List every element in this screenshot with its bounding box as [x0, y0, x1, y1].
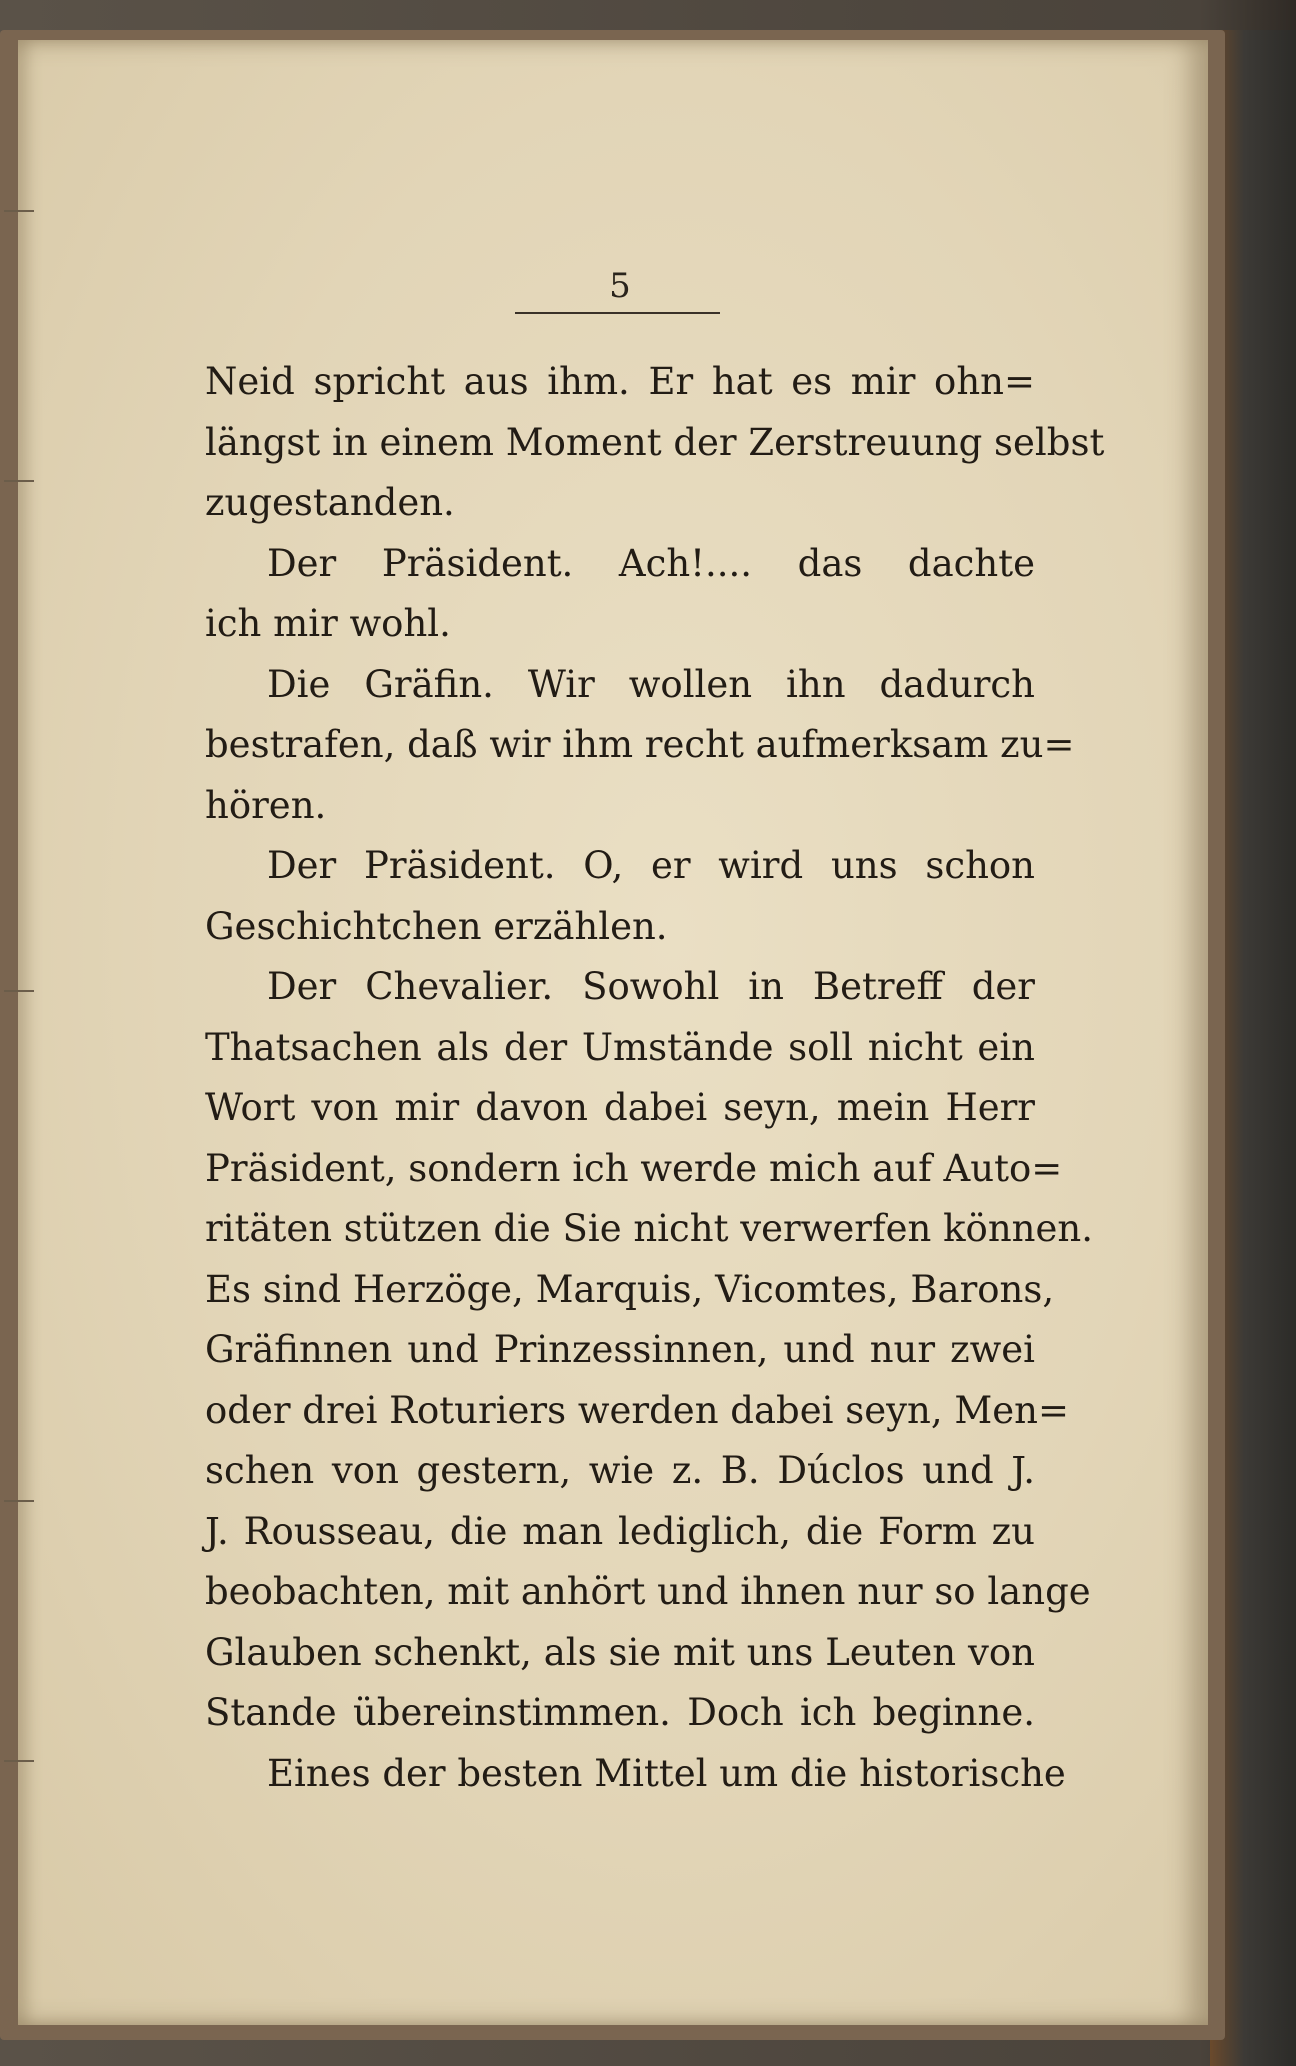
- text-line: Der Präsident. Ach!.... das dachte: [267, 541, 1035, 585]
- text-line: Es sind Herzöge, Marquis, Vicomtes, Barons,: [205, 1267, 1055, 1311]
- text-line: Eines der besten Mittel um die historische: [267, 1751, 1066, 1795]
- text-line: zugestanden.: [205, 481, 455, 524]
- text-line: Die Gräfin. Wir wollen ihn dadurch: [267, 662, 1035, 706]
- gutter-tick: [4, 480, 34, 482]
- text-line: oder drei Roturiers werden dabei seyn, Men=: [205, 1388, 1069, 1432]
- text-line: Neid spricht aus ihm. Er hat es mir ohn=: [205, 360, 1035, 403]
- text-line: Geschichtchen erzählen.: [205, 904, 668, 948]
- gutter-tick: [4, 1760, 34, 1762]
- text-line: Präsident, sondern ich werde mich auf Auto=: [205, 1146, 1063, 1190]
- text-line: Thatsachen als der Umstände soll nicht ein: [205, 1025, 1035, 1069]
- text-line: Glauben schenkt, als sie mit uns Leuten von: [205, 1630, 1035, 1674]
- text-line: ritäten stützen die Sie nicht verwerfen können.: [205, 1207, 1093, 1250]
- text-line: J. Rousseau, die man lediglich, die Form zu: [205, 1509, 1035, 1553]
- text-line: längst in einem Moment der Zerstreuung selbst: [205, 420, 1105, 464]
- page-number: 5: [609, 266, 631, 306]
- text-line: bestrafen, daß wir ihm recht aufmerksam zu=: [205, 723, 1075, 766]
- text-line: hören.: [205, 783, 327, 827]
- text-line: beobachten, mit anhört und ihnen nur so lange: [205, 1570, 1091, 1613]
- gutter-tick: [4, 990, 34, 992]
- text-line: Der Präsident. O, er wird uns schon: [267, 844, 1035, 887]
- text-line: Gräfinnen und Prinzessinnen, und nur zwei: [205, 1328, 1035, 1371]
- gutter-marks: [0, 40, 40, 2025]
- text-line: Der Chevalier. Sowohl in Betreff der: [267, 965, 1035, 1008]
- text-line: ich mir wohl.: [205, 602, 451, 645]
- body-text: [205, 352, 1105, 1804]
- text-line: Stande übereinstimmen. Doch ich beginne.: [205, 1691, 1035, 1734]
- gutter-tick: [4, 210, 34, 212]
- gutter-tick: [4, 1500, 34, 1502]
- text-line: Wort von mir davon dabei seyn, mein Herr: [205, 1086, 1035, 1129]
- text-line: schen von gestern, wie z. B. Dúclos und J.: [205, 1449, 1035, 1492]
- page-number-rule: [515, 312, 720, 314]
